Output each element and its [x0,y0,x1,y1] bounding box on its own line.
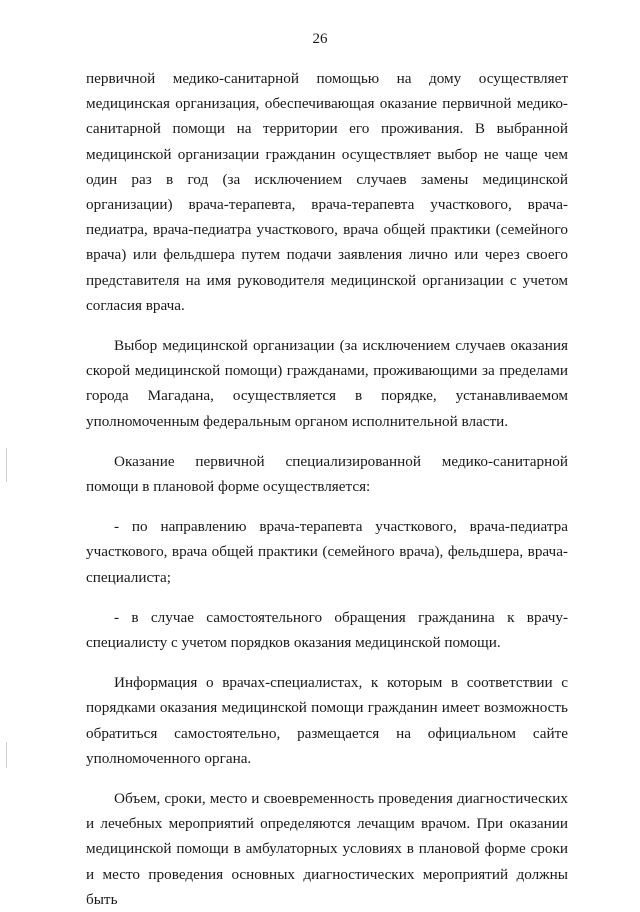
paragraph-7: Объем, сроки, место и своевременность проведения диагностических и лечебных мероприятий определяются лечащим врачом. При оказании медицинской помощи в амбулаторных условиях в плановой форме сроки и место проведения основных диагностических мероприятий должны быть [86,790,568,908]
scan-artifact-line [6,742,7,768]
paragraph-3: Оказание первичной специализированной медико-санитарной помощи в плановой форме осуществляется: [86,452,568,496]
paragraph-6: Информация о врачах-специалистах, к которым в соответствии с порядками оказания медицинской помощи гражданин имеет возможность обратиться самостоятельно, размещается на официальном сайте уполномоченного органа. [86,674,568,767]
paragraph-4: - по направлению врача-терапевта участкового, врача-педиатра участкового, врача общей практики (семейного врача), фельдшера, врача-специалиста; [86,518,568,586]
document-body [86,66,568,912]
page-number: 26 [312,31,328,47]
paragraph-5: - в случае самостоятельного обращения гражданина к врачу-специалисту с учетом порядков оказания медицинской помощи. [86,608,568,652]
paragraph-2: Выбор медицинской организации (за исключением случаев оказания скорой медицинской помощи) гражданами, проживающими за пределами города Магадана, осуществляется в порядке, устанавливаемом уполномоченным федеральным органом исполнительной власти. [86,337,568,430]
paragraph-1: первичной медико-санитарной помощью на дому осуществляет медицинская организация, обеспечивающая оказание первичной медико-санитарной помощи на территории его проживания. В выбранной медицинской организации гражданин осуществляет выбор не чаще чем один раз в год (за исключением случаев замены медицинской организации) врача-терапевта, врача-терапевта участкового, врача-педиатра, врача-педиатра участкового, врача общей практики (семейного врача) или фельдшера путем подачи заявления лично или через своего представителя на имя руководителя медицинской организации с учетом согласия врача. [86,70,568,314]
scan-artifact-line [6,448,7,482]
